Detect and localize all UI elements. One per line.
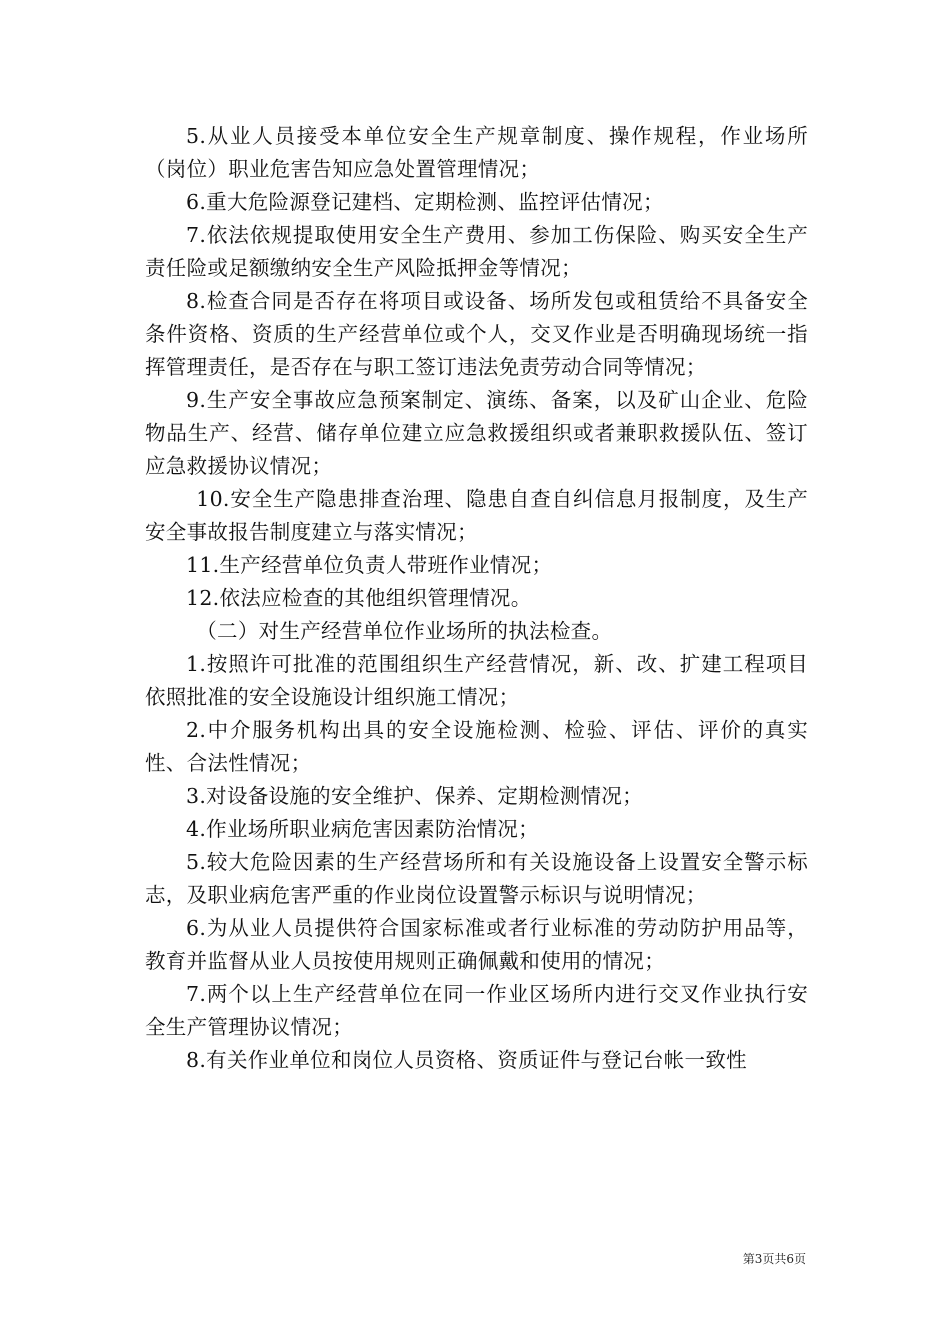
paragraph: 9.生产安全事故应急预案制定、演练、备案，以及矿山企业、危险物品生产、经营、储存单位建立应急救援组织或者兼职救援队伍、签订应急救援协议情况； xyxy=(145,388,808,478)
paragraph: 6.重大危险源登记建档、定期检测、监控评估情况； xyxy=(186,190,664,214)
paragraph: 8.检查合同是否存在将项目或设备、场所发包或租赁给不具备安全条件资格、资质的生产经营单位或个人，交叉作业是否明确现场统一指挥管理责任，是否存在与职工签订违法免责劳动合同等情况； xyxy=(145,289,808,379)
paragraph: 12.依法应检查的其他组织管理情况。 xyxy=(186,586,532,610)
paragraph: 7.两个以上生产经营单位在同一作业区场所内进行交叉作业执行安全生产管理协议情况； xyxy=(145,982,808,1039)
paragraph: 5.较大危险因素的生产经营场所和有关设施设备上设置安全警示标志，及职业病危害严重的作业岗位设置警示标识与说明情况； xyxy=(145,850,808,907)
paragraph: 7.依法依规提取使用安全生产费用、参加工伤保险、购买安全生产责任险或足额缴纳安全生产风险抵押金等情况； xyxy=(145,223,808,280)
paragraph: 11.生产经营单位负责人带班作业情况； xyxy=(186,553,553,577)
paragraph: 3.对设备设施的安全维护、保养、定期检测情况； xyxy=(186,784,643,808)
paragraph: 6.为从业人员提供符合国家标准或者行业标准的劳动防护用品等，教育并监督从业人员按使用规则正确佩戴和使用的情况； xyxy=(145,916,808,973)
page-number-footer: 第3页共6页 xyxy=(742,1252,806,1266)
paragraph: 10.安全生产隐患排查治理、隐患自查自纠信息月报制度，及生产安全事故报告制度建立与落实情况； xyxy=(145,487,808,544)
paragraph: 4.作业场所职业病危害因素防治情况； xyxy=(186,817,539,841)
paragraph: 8.有关作业单位和岗位人员资格、资质证件与登记台帐一致性 xyxy=(186,1048,747,1072)
document-body xyxy=(145,120,808,1077)
paragraph: 2.中介服务机构出具的安全设施检测、检验、评估、评价的真实性、合法性情况； xyxy=(145,718,808,775)
paragraph: 5.从业人员接受本单位安全生产规章制度、操作规程，作业场所（岗位）职业危害告知应急处置管理情况； xyxy=(145,124,808,181)
paragraph: 1.按照许可批准的范围组织生产经营情况，新、改、扩建工程项目依照批准的安全设施设计组织施工情况； xyxy=(145,652,808,709)
section-heading: （二）对生产经营单位作业场所的执法检查。 xyxy=(196,619,613,643)
